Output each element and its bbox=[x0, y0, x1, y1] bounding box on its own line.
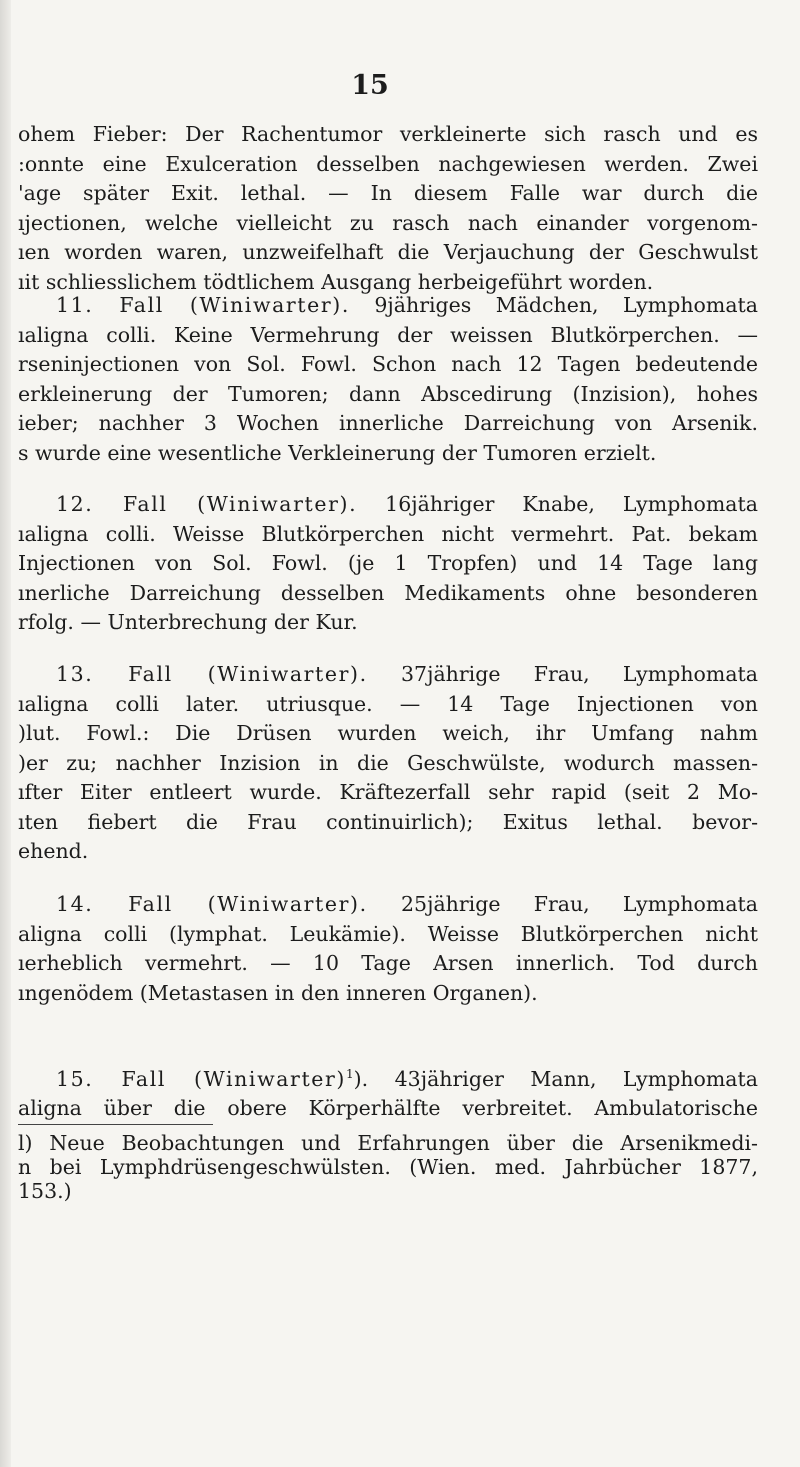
case-intro: 37jährige Frau, Lymphomata bbox=[367, 662, 758, 686]
paragraph-case-15 bbox=[18, 1060, 758, 1124]
text-line: aligna colli (lymphat. Leukämie). Weisse Blutkörperchen nicht bbox=[18, 921, 758, 946]
case-intro: 16jähriger Knabe, Lymphomata bbox=[357, 492, 758, 516]
page-gutter-shadow bbox=[0, 0, 11, 1467]
case-label: 14. Fall (Winiwarter). bbox=[56, 892, 368, 916]
text-line: ıaligna colli later. utriusque. — 14 Tage Injectionen von bbox=[18, 691, 758, 716]
case-heading-line bbox=[18, 291, 758, 321]
footnote bbox=[18, 1131, 758, 1203]
case-heading-line bbox=[18, 490, 758, 520]
text-line: ıerheblich vermehrt. — 10 Tage Arsen innerlich. Tod durch bbox=[18, 951, 758, 975]
paragraph-case-10-end bbox=[18, 120, 758, 297]
case-intro: 25jährige Frau, Lymphomata bbox=[367, 892, 758, 916]
text-line: ıten fiebert die Frau continuirlich); Exitus lethal. bevor- bbox=[18, 809, 758, 834]
case-heading-line bbox=[18, 890, 758, 920]
case-label: 11. Fall (Winiwarter). bbox=[56, 293, 350, 317]
case-intro: ). 43jähriger Mann, Lymphomata bbox=[353, 1066, 758, 1091]
case-intro: 9jähriges Mädchen, Lymphomata bbox=[350, 293, 759, 317]
text-line: ohem Fieber: Der Rachentumor verkleinerte sich rasch und es bbox=[18, 122, 758, 146]
footnote-marker: 1 bbox=[346, 1067, 354, 1081]
text-line: ıngenödem (Metastasen in den inneren Organen). bbox=[18, 980, 538, 1005]
case-label: 15. Fall (Winiwarter) bbox=[56, 1066, 347, 1091]
text-line: aligna über die obere Körperhälfte verbreitet. Ambulatorische bbox=[18, 1096, 758, 1121]
text-line: ıfter Eiter entleert wurde. Kräftezerfall sehr rapid (seit 2 Mo- bbox=[18, 780, 758, 804]
case-label: 12. Fall (Winiwarter). bbox=[56, 492, 358, 516]
text-line: ıit schliesslichem tödtlichem Ausgang herbeigeführt worden. bbox=[18, 269, 654, 294]
case-label: 13. Fall (Winiwarter). bbox=[56, 662, 368, 686]
text-line: )er zu; nachher Inzision in die Geschwülste, wodurch massen- bbox=[18, 750, 758, 775]
text-line: ınerliche Darreichung desselben Medikaments ohne besonderen bbox=[18, 580, 758, 605]
text-line: ieber; nachher 3 Wochen innerliche Darreichung von Arsenik. bbox=[18, 411, 758, 435]
text-line: 'age später Exit. lethal. — In diesem Falle war durch die bbox=[18, 181, 758, 205]
text-line: ıjectionen, welche vielleicht zu rasch nach einander vorgenom- bbox=[18, 210, 758, 235]
paragraph-case-11 bbox=[18, 291, 758, 468]
text-line: rseninjectionen von Sol. Fowl. Schon nach 12 Tagen bedeutende bbox=[18, 352, 758, 376]
paragraph-case-12 bbox=[18, 490, 758, 638]
text-line: erkleinerung der Tumoren; dann Abscedirung (Inzision), hohes bbox=[18, 381, 758, 406]
paragraph-case-14 bbox=[18, 890, 758, 1008]
footnote-line: l) Neue Beobachtungen und Erfahrungen über die Arsenikmedi- bbox=[18, 1131, 758, 1155]
text-line: ıaligna colli. Keine Vermehrung der weissen Blutkörperchen. — bbox=[18, 322, 758, 347]
text-line: s wurde eine wesentliche Verkleinerung der Tumoren erzielt. bbox=[18, 440, 657, 465]
text-line: )lut. Fowl.: Die Drüsen wurden weich, ihr Umfang nahm bbox=[18, 721, 758, 745]
footnote-line: 153.) bbox=[18, 1179, 72, 1203]
text-line: ehend. bbox=[18, 839, 89, 863]
text-line: rfolg. — Unterbrechung der Kur. bbox=[18, 610, 358, 634]
footnote-line: n bei Lymphdrüsengeschwülsten. (Wien. med. Jahrbücher 1877, bbox=[18, 1155, 758, 1179]
page-number: 15 bbox=[351, 70, 389, 101]
text-line: ıaligna colli. Weisse Blutkörperchen nicht vermehrt. Pat. bekam bbox=[18, 521, 758, 546]
paragraph-case-13 bbox=[18, 660, 758, 867]
footnote-divider bbox=[18, 1124, 213, 1125]
text-line: ıen worden waren, unzweifelhaft die Verjauchung der Geschwulst bbox=[18, 240, 758, 264]
text-line: :onnte eine Exulceration desselben nachgewiesen werden. Zwei bbox=[18, 151, 758, 176]
case-heading-line bbox=[18, 1060, 758, 1094]
text-line: Injectionen von Sol. Fowl. (je 1 Tropfen) und 14 Tage lang bbox=[18, 551, 758, 575]
case-heading-line bbox=[18, 660, 758, 690]
